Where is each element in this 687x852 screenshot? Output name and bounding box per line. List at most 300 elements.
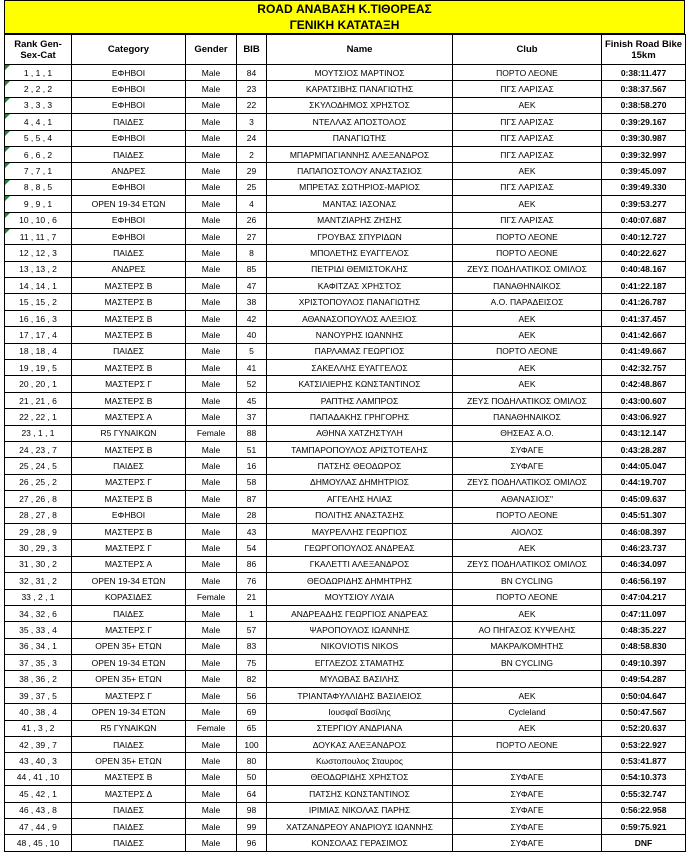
bib-cell: 2 (237, 146, 267, 162)
club-cell: ΑΕΚ (453, 376, 602, 392)
club-cell: ΣΥΦΑΓΕ (453, 769, 602, 785)
finish-time-cell: 0:59:75.921 (602, 818, 686, 834)
finish-time-cell: 0:38:37.567 (602, 81, 686, 97)
gender-cell: Male (186, 573, 237, 589)
club-cell: ΑΟ ΠΗΓΑΣΟΣ ΚΥΨΕΛΗΣ (453, 622, 602, 638)
gender-cell: Male (186, 704, 237, 720)
finish-time-cell: 0:41:22.187 (602, 278, 686, 294)
category-cell: ΕΦΗΒΟΙ (72, 212, 186, 228)
category-cell: ΜΑΣΤΕΡΣ Γ (72, 474, 186, 490)
gender-cell: Male (186, 65, 237, 81)
rank-cell: 45 , 42 , 1 (5, 786, 72, 802)
rank-cell: 38 , 36 , 2 (5, 671, 72, 687)
rank-cell: 44 , 41 , 10 (5, 769, 72, 785)
table-row (5, 376, 686, 392)
header-name: Name (267, 35, 453, 65)
name-cell: ΚΟΝΣΟΛΑΣ ΓΕΡΑΣΙΜΟΣ (267, 835, 453, 851)
bib-cell: 16 (237, 458, 267, 474)
bib-cell: 83 (237, 638, 267, 654)
gender-cell: Male (186, 491, 237, 507)
name-cell: ΠΕΤΡΙΔΙ ΘΕΜΙΣΤΟΚΛΗΣ (267, 261, 453, 277)
category-cell: ΜΑΣΤΕΡΣ Β (72, 769, 186, 785)
gender-cell: Male (186, 802, 237, 818)
rank-cell: 21 , 21 , 6 (5, 392, 72, 408)
club-cell: Α.Ο. ΠΑΡΑΔΕΙΣΟΣ (453, 294, 602, 310)
bib-cell: 1 (237, 605, 267, 621)
table-row (5, 720, 686, 736)
bib-cell: 100 (237, 737, 267, 753)
category-cell: ΠΑΙΔΕΣ (72, 835, 186, 851)
rank-cell: 48 , 45 , 10 (5, 835, 72, 851)
gender-cell: Male (186, 687, 237, 703)
name-cell: ΠΑΝΑΓΙΩΤΗΣ (267, 130, 453, 146)
gender-cell: Male (186, 835, 237, 851)
club-cell (453, 671, 602, 687)
name-cell: ΑΝΔΡΕΑΔΗΣ ΓΕΩΡΓΙΟΣ ΑΝΔΡΕΑΣ (267, 605, 453, 621)
bib-cell: 24 (237, 130, 267, 146)
finish-time-cell: 0:39:45.097 (602, 163, 686, 179)
gender-cell: Male (186, 474, 237, 490)
bib-cell: 41 (237, 360, 267, 376)
title-banner (4, 0, 685, 34)
gender-cell: Male (186, 769, 237, 785)
category-cell: ΜΑΣΤΕΡΣ Β (72, 392, 186, 408)
table-row (5, 523, 686, 539)
finish-time-cell: 0:53:41.877 (602, 753, 686, 769)
bib-cell: 50 (237, 769, 267, 785)
finish-time-cell: 0:41:26.787 (602, 294, 686, 310)
bib-cell: 87 (237, 491, 267, 507)
name-cell: ΠΑΡΛΑΜΑΣ ΓΕΩΡΓΙΟΣ (267, 343, 453, 359)
finish-time-cell: 0:42:32.757 (602, 360, 686, 376)
table-row (5, 146, 686, 162)
gender-cell: Male (186, 671, 237, 687)
club-cell: ΖΕΥΣ ΠΟΔΗΛΑΤΙΚΟΣ ΟΜΙΛΟΣ (453, 474, 602, 490)
gender-cell: Female (186, 720, 237, 736)
gender-cell: Male (186, 507, 237, 523)
table-row (5, 65, 686, 81)
name-cell: ΣΚΥΛΟΔΗΜΟΣ ΧΡΗΣΤΟΣ (267, 97, 453, 113)
category-cell: ΠΑΙΔΕΣ (72, 343, 186, 359)
club-cell: ΑΘΑΝΑΣΙΟΣ" (453, 491, 602, 507)
rank-cell: 30 , 29 , 3 (5, 540, 72, 556)
bib-cell: 21 (237, 589, 267, 605)
bib-cell: 27 (237, 228, 267, 244)
rank-cell: 1 , 1 , 1 (5, 65, 72, 81)
finish-time-cell: 0:40:07.687 (602, 212, 686, 228)
header-row (5, 35, 686, 65)
club-cell: ΑΕΚ (453, 687, 602, 703)
category-cell: ΕΦΗΒΟΙ (72, 130, 186, 146)
bib-cell: 85 (237, 261, 267, 277)
bib-cell: 65 (237, 720, 267, 736)
category-cell: ΕΦΗΒΟΙ (72, 179, 186, 195)
gender-cell: Male (186, 753, 237, 769)
gender-cell: Male (186, 327, 237, 343)
club-cell: ΣΥΦΑΓΕ (453, 802, 602, 818)
gender-cell: Male (186, 818, 237, 834)
finish-time-cell: 0:48:35.227 (602, 622, 686, 638)
finish-time-cell: 0:40:48.167 (602, 261, 686, 277)
gender-cell: Male (186, 146, 237, 162)
rank-cell: 28 , 27 , 8 (5, 507, 72, 523)
name-cell: ΠΑΤΣΗΣ ΚΩΝΣΤΑΝΤΙΝΟΣ (267, 786, 453, 802)
table-row (5, 835, 686, 851)
gender-cell: Male (186, 392, 237, 408)
finish-time-cell: 0:40:12.727 (602, 228, 686, 244)
club-cell: ΠΓΣ ΛΑΡΙΣΑΣ (453, 212, 602, 228)
bib-cell: 52 (237, 376, 267, 392)
table-row (5, 441, 686, 457)
name-cell: ΣΑΚΕΛΛΗΣ ΕΥΑΓΓΕΛΟΣ (267, 360, 453, 376)
finish-time-cell: DNF (602, 835, 686, 851)
name-cell: NIKOVIOTIS NIKOS (267, 638, 453, 654)
bib-cell: 28 (237, 507, 267, 523)
table-row (5, 507, 686, 523)
club-cell: ΖΕΥΣ ΠΟΔΗΛΑΤΙΚΟΣ ΟΜΙΛΟΣ (453, 392, 602, 408)
header-gender: Gender (186, 35, 237, 65)
name-cell: ΜΠΡΕΤΑΣ ΣΩΤΗΡΙΟΣ-ΜΑΡΙΟΣ (267, 179, 453, 195)
rank-cell: 26 , 25 , 2 (5, 474, 72, 490)
name-cell: ΜΠΑΡΜΠΑΓΙΑΝΝΗΣ ΑΛΕΞΑΝΔΡΟΣ (267, 146, 453, 162)
rank-cell: 8 , 8 , 5 (5, 179, 72, 195)
rank-cell: 22 , 22 , 1 (5, 409, 72, 425)
table-row (5, 81, 686, 97)
table-row (5, 605, 686, 621)
gender-cell: Male (186, 163, 237, 179)
gender-cell: Male (186, 655, 237, 671)
rank-cell: 23 , 1 , 1 (5, 425, 72, 441)
rank-cell: 35 , 33 , 4 (5, 622, 72, 638)
gender-cell: Male (186, 212, 237, 228)
finish-time-cell: 0:47:11.097 (602, 605, 686, 621)
category-cell: ΜΑΣΤΕΡΣ Β (72, 278, 186, 294)
bib-cell: 84 (237, 65, 267, 81)
name-cell: ΚΑΡΑΤΣΙΒΗΣ ΠΑΝΑΓΙΩΤΗΣ (267, 81, 453, 97)
name-cell: ΨΑΡΟΠΟΥΛΟΣ ΙΩΑΝΝΗΣ (267, 622, 453, 638)
gender-cell: Male (186, 605, 237, 621)
category-cell: ΑΝΔΡΕΣ (72, 163, 186, 179)
finish-time-cell: 0:46:23.737 (602, 540, 686, 556)
table-row (5, 769, 686, 785)
club-cell: ΠΟΡΤΟ ΛΕΟΝΕ (453, 507, 602, 523)
rank-cell: 47 , 44 , 9 (5, 818, 72, 834)
table-row (5, 409, 686, 425)
finish-time-cell: 0:46:08.397 (602, 523, 686, 539)
rank-cell: 32 , 31 , 2 (5, 573, 72, 589)
name-cell: ΤΡΙΑΝΤΑΦΥΛΛΙΔΗΣ ΒΑΣΙΛΕΙΟΣ (267, 687, 453, 703)
gender-cell: Male (186, 310, 237, 326)
club-cell: ΠΟΡΤΟ ΛΕΟΝΕ (453, 343, 602, 359)
bib-cell: 29 (237, 163, 267, 179)
bib-cell: 26 (237, 212, 267, 228)
table-row (5, 228, 686, 244)
finish-time-cell: 0:48:58.830 (602, 638, 686, 654)
category-cell: OPEN 35+ ΕΤΩΝ (72, 638, 186, 654)
table-row (5, 818, 686, 834)
results-body (5, 65, 686, 852)
table-row (5, 474, 686, 490)
table-row (5, 212, 686, 228)
rank-cell: 29 , 28 , 9 (5, 523, 72, 539)
category-cell: ΕΦΗΒΟΙ (72, 81, 186, 97)
rank-cell: 14 , 14 , 1 (5, 278, 72, 294)
category-cell: ΜΑΣΤΕΡΣ Β (72, 294, 186, 310)
rank-cell: 3 , 3 , 3 (5, 97, 72, 113)
gender-cell: Male (186, 97, 237, 113)
name-cell: ΔΗΜΟΥΛΑΣ ΔΗΜΗΤΡΙΟΣ (267, 474, 453, 490)
name-cell: ΘΕΟΔΩΡΙΔΗΣ ΔΗΜΗΤΡΗΣ (267, 573, 453, 589)
table-row (5, 97, 686, 113)
category-cell: R5 ΓΥΝΑΙΚΩΝ (72, 425, 186, 441)
club-cell: ΑΕΚ (453, 540, 602, 556)
name-cell: ΧΑΤΖΑΝΔΡΕΟΥ ΑΝΔΡΙΟΥΣ ΙΩΑΝΝΗΣ (267, 818, 453, 834)
rank-cell: 27 , 26 , 8 (5, 491, 72, 507)
rank-cell: 2 , 2 , 2 (5, 81, 72, 97)
finish-time-cell: 0:53:22.927 (602, 737, 686, 753)
finish-time-cell: 0:39:49.330 (602, 179, 686, 195)
finish-time-cell: 0:38:11.477 (602, 65, 686, 81)
club-cell: BN CYCLING (453, 573, 602, 589)
gender-cell: Male (186, 261, 237, 277)
bib-cell: 54 (237, 540, 267, 556)
name-cell: ΚΑΦΙΤΖΑΣ ΧΡΗΣΤΟΣ (267, 278, 453, 294)
table-row (5, 245, 686, 261)
rank-cell: 15 , 15 , 2 (5, 294, 72, 310)
gender-cell: Male (186, 343, 237, 359)
club-cell: ΠΑΝΑΘΗΝΑΙΚΟΣ (453, 409, 602, 425)
header-finish-time: Finish Road Bike 15km (602, 35, 686, 65)
table-row (5, 310, 686, 326)
rank-cell: 39 , 37 , 5 (5, 687, 72, 703)
category-cell: ΕΦΗΒΟΙ (72, 228, 186, 244)
name-cell: ΕΓΓΛΕΖΟΣ ΣΤΑΜΑΤΗΣ (267, 655, 453, 671)
bib-cell: 51 (237, 441, 267, 457)
name-cell: ΠΑΠΑΠΟΣΤΟΛΟΥ ΑΝΑΣΤΑΣΙΟΣ (267, 163, 453, 179)
gender-cell: Male (186, 622, 237, 638)
finish-time-cell: 0:43:12.147 (602, 425, 686, 441)
bib-cell: 23 (237, 81, 267, 97)
bib-cell: 22 (237, 97, 267, 113)
name-cell: ΤΑΜΠΑΡΟΠΟΥΛΟΣ ΑΡΙΣΤΟΤΕΛΗΣ (267, 441, 453, 457)
club-cell: ΠΓΣ ΛΑΡΙΣΑΣ (453, 130, 602, 146)
header-rank: Rank Gen-Sex-Cat (5, 35, 72, 65)
bib-cell: 40 (237, 327, 267, 343)
club-cell: ΑΕΚ (453, 196, 602, 212)
header-club: Club (453, 35, 602, 65)
table-row (5, 589, 686, 605)
club-cell: BN CYCLING (453, 655, 602, 671)
table-row (5, 802, 686, 818)
category-cell: ΜΑΣΤΕΡΣ Β (72, 523, 186, 539)
rank-cell: 7 , 7 , 1 (5, 163, 72, 179)
finish-time-cell: 0:49:54.287 (602, 671, 686, 687)
finish-time-cell: 0:41:49.667 (602, 343, 686, 359)
finish-time-cell: 0:54:10.373 (602, 769, 686, 785)
club-cell: ΠΓΣ ΛΑΡΙΣΑΣ (453, 81, 602, 97)
finish-time-cell: 0:42:48.867 (602, 376, 686, 392)
category-cell: ΜΑΣΤΕΡΣ Β (72, 327, 186, 343)
club-cell: ΑΕΚ (453, 360, 602, 376)
table-row (5, 392, 686, 408)
club-cell: ΠΟΡΤΟ ΛΕΟΝΕ (453, 245, 602, 261)
gender-cell: Male (186, 441, 237, 457)
bib-cell: 5 (237, 343, 267, 359)
table-row (5, 638, 686, 654)
name-cell: ΑΘΑΝΑΣΟΠΟΥΛΟΣ ΑΛΕΞΙΟΣ (267, 310, 453, 326)
bib-cell: 38 (237, 294, 267, 310)
table-row (5, 737, 686, 753)
gender-cell: Male (186, 360, 237, 376)
bib-cell: 3 (237, 114, 267, 130)
bib-cell: 69 (237, 704, 267, 720)
bib-cell: 64 (237, 786, 267, 802)
finish-time-cell: 0:55:32.747 (602, 786, 686, 802)
name-cell: ΠΑΠΑΔΑΚΗΣ ΓΡΗΓΟΡΗΣ (267, 409, 453, 425)
bib-cell: 8 (237, 245, 267, 261)
name-cell: ΜΑΝΤΖΙΑΡΗΣ ΖΗΣΗΣ (267, 212, 453, 228)
bib-cell: 37 (237, 409, 267, 425)
club-cell: ΣΥΦΑΓΕ (453, 818, 602, 834)
table-row (5, 556, 686, 572)
rank-cell: 33 , 2 , 1 (5, 589, 72, 605)
name-cell: ΣΤΕΡΓΙΟΥ ΑΝΔΡΙΑΝΑ (267, 720, 453, 736)
rank-cell: 25 , 24 , 5 (5, 458, 72, 474)
rank-cell: 19 , 19 , 5 (5, 360, 72, 376)
gender-cell: Female (186, 589, 237, 605)
results-table (4, 34, 686, 852)
category-cell: ΜΑΣΤΕΡΣ Β (72, 491, 186, 507)
rank-cell: 42 , 39 , 7 (5, 737, 72, 753)
category-cell: OPEN 35+ ΕΤΩΝ (72, 671, 186, 687)
gender-cell: Male (186, 737, 237, 753)
rank-cell: 5 , 5 , 4 (5, 130, 72, 146)
bib-cell: 80 (237, 753, 267, 769)
gender-cell: Male (186, 638, 237, 654)
name-cell: ΓΚΑΛΕΤΤΙ ΑΛΕΞΑΝΔΡΟΣ (267, 556, 453, 572)
bib-cell: 96 (237, 835, 267, 851)
name-cell: Κωστοπουλος Σταυρος (267, 753, 453, 769)
category-cell: ΜΑΣΤΕΡΣ Γ (72, 540, 186, 556)
club-cell: ΠΟΡΤΟ ΛΕΟΝΕ (453, 228, 602, 244)
table-row (5, 261, 686, 277)
rank-cell: 13 , 13 , 2 (5, 261, 72, 277)
name-cell: ΜΠΟΛΕΤΗΣ ΕΥΑΓΓΕΛΟΣ (267, 245, 453, 261)
club-cell: ΑΕΚ (453, 720, 602, 736)
gender-cell: Male (186, 523, 237, 539)
bib-cell: 88 (237, 425, 267, 441)
category-cell: ΜΑΣΤΕΡΣ Β (72, 441, 186, 457)
table-row (5, 179, 686, 195)
table-row (5, 540, 686, 556)
name-cell: ΔΟΥΚΑΣ ΑΛΕΞΑΝΔΡΟΣ (267, 737, 453, 753)
name-cell: ΧΡΙΣΤΟΠΟΥΛΟΣ ΠΑΝΑΓΙΩΤΗΣ (267, 294, 453, 310)
gender-cell: Male (186, 130, 237, 146)
name-cell: ΚΑΤΣΙΛΙΕΡΗΣ ΚΩΝΣΤΑΝΤΙΝΟΣ (267, 376, 453, 392)
club-cell: ΑΙΟΛΟΣ (453, 523, 602, 539)
bib-cell: 4 (237, 196, 267, 212)
rank-cell: 31 , 30 , 2 (5, 556, 72, 572)
club-cell: ΠΓΣ ΛΑΡΙΣΑΣ (453, 146, 602, 162)
finish-time-cell: 0:43:28.287 (602, 441, 686, 457)
table-row (5, 343, 686, 359)
name-cell: ΙΡΙΜΙΑΣ ΝΙΚΟΛΑΣ ΠΑΡΗΣ (267, 802, 453, 818)
name-cell: ΝΑΝΟΥΡΗΣ ΙΩΑΝΝΗΣ (267, 327, 453, 343)
category-cell: ΕΦΗΒΟΙ (72, 97, 186, 113)
name-cell: ΠΟΛΙΤΗΣ ΑΝΑΣΤΑΣΗΣ (267, 507, 453, 523)
name-cell: ΜΟΥΤΣΙΟΥ ΛΥΔΙΑ (267, 589, 453, 605)
club-cell: ΠΟΡΤΟ ΛΕΟΝΕ (453, 65, 602, 81)
club-cell: ΑΕΚ (453, 97, 602, 113)
club-cell: ΜΑΚΡΑ/ΚΟΜΗΤΗΣ (453, 638, 602, 654)
table-row (5, 360, 686, 376)
finish-time-cell: 0:50:04.647 (602, 687, 686, 703)
bib-cell: 57 (237, 622, 267, 638)
category-cell: ΠΑΙΔΕΣ (72, 605, 186, 621)
finish-time-cell: 0:47:04.217 (602, 589, 686, 605)
category-cell: ΜΑΣΤΕΡΣ Δ (72, 786, 186, 802)
finish-time-cell: 0:52:20.637 (602, 720, 686, 736)
table-row (5, 278, 686, 294)
rank-cell: 11 , 11 , 7 (5, 228, 72, 244)
club-cell: ΣΥΦΑΓΕ (453, 441, 602, 457)
table-row (5, 671, 686, 687)
finish-time-cell: 0:46:56.197 (602, 573, 686, 589)
finish-time-cell: 0:41:42.667 (602, 327, 686, 343)
race-subtitle: ΓΕΝΙΚΗ ΚΑΤΑΤΑΞΗ (289, 18, 400, 32)
name-cell: ΓΡΟΥΒΑΣ ΣΠΥΡΙΔΩΝ (267, 228, 453, 244)
name-cell: ΓΕΩΡΓΟΠΟΥΛΟΣ ΑΝΔΡΕΑΣ (267, 540, 453, 556)
table-row (5, 687, 686, 703)
bib-cell: 42 (237, 310, 267, 326)
rank-cell: 10 , 10 , 6 (5, 212, 72, 228)
table-row (5, 491, 686, 507)
category-cell: ΜΑΣΤΕΡΣ Γ (72, 376, 186, 392)
rank-cell: 16 , 16 , 3 (5, 310, 72, 326)
gender-cell: Male (186, 294, 237, 310)
rank-cell: 37 , 35 , 3 (5, 655, 72, 671)
category-cell: ΠΑΙΔΕΣ (72, 458, 186, 474)
rank-cell: 20 , 20 , 1 (5, 376, 72, 392)
club-cell: ΖΕΥΣ ΠΟΔΗΛΑΤΙΚΟΣ ΟΜΙΛΟΣ (453, 556, 602, 572)
category-cell: ΜΑΣΤΕΡΣ Α (72, 409, 186, 425)
table-row (5, 655, 686, 671)
rank-cell: 36 , 34 , 1 (5, 638, 72, 654)
category-cell: ΠΑΙΔΕΣ (72, 802, 186, 818)
club-cell: ΠΟΡΤΟ ΛΕΟΝΕ (453, 589, 602, 605)
category-cell: ΜΑΣΤΕΡΣ Β (72, 360, 186, 376)
results-sheet (4, 0, 685, 852)
finish-time-cell: 0:56:22.958 (602, 802, 686, 818)
rank-cell: 17 , 17 , 4 (5, 327, 72, 343)
name-cell: ΡΑΠΤΗΣ ΛΑΜΠΡΟΣ (267, 392, 453, 408)
category-cell: OPEN 19-34 ΕΤΩΝ (72, 196, 186, 212)
category-cell: OPEN 19-34 ΕΤΩΝ (72, 655, 186, 671)
gender-cell: Male (186, 458, 237, 474)
bib-cell: 56 (237, 687, 267, 703)
club-cell (453, 753, 602, 769)
name-cell: ΜΑΝΤΑΣ ΙΑΣΟΝΑΣ (267, 196, 453, 212)
category-cell: OPEN 19-34 ΕΤΩΝ (72, 704, 186, 720)
club-cell: ΣΥΦΑΓΕ (453, 835, 602, 851)
rank-cell: 9 , 9 , 1 (5, 196, 72, 212)
category-cell: ΕΦΗΒΟΙ (72, 507, 186, 523)
category-cell: OPEN 19-34 ΕΤΩΝ (72, 573, 186, 589)
club-cell: Cycleland (453, 704, 602, 720)
rank-cell: 41 , 3 , 2 (5, 720, 72, 736)
gender-cell: Male (186, 114, 237, 130)
club-cell: ΑΕΚ (453, 310, 602, 326)
